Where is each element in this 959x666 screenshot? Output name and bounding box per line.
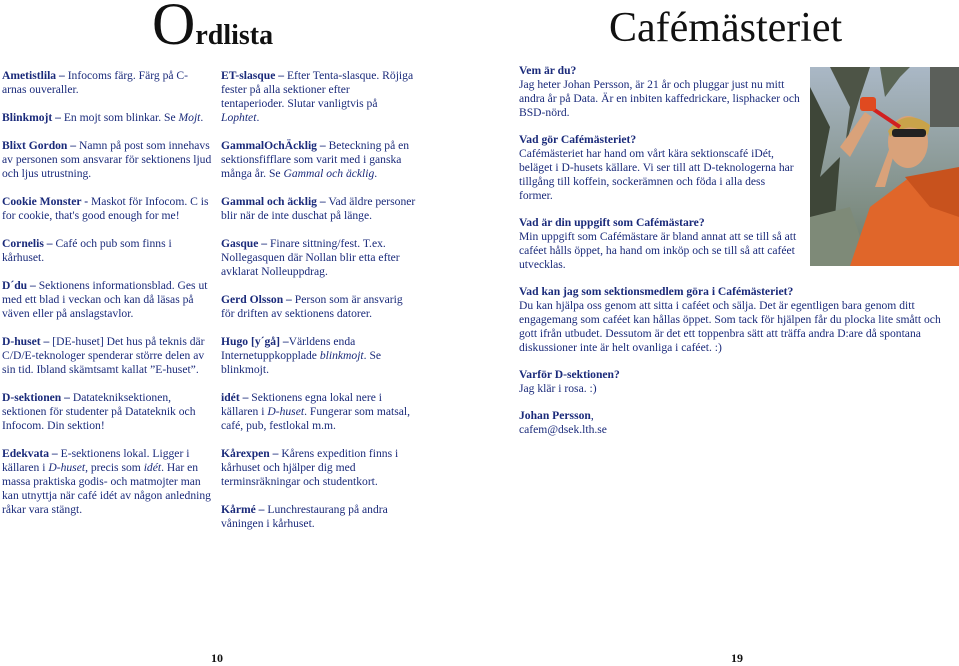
- glossary-entry: [221, 391, 416, 433]
- entry-text: . Se blinkmojt.: [221, 349, 382, 376]
- entry-term: Kårmé –: [221, 503, 265, 516]
- entry-term: D-huset –: [2, 335, 50, 348]
- glossary-entry: [221, 335, 416, 377]
- entry-term: Gammal och äcklig –: [221, 195, 326, 208]
- entry-text: Datatekniksektionen, sektionen för studenter på Datateknik och Infocom. Din sektion!: [2, 391, 196, 432]
- entry-term: Cookie Monster -: [2, 195, 89, 208]
- entry-term: Gerd Olsson –: [221, 293, 292, 306]
- glossary-entry: [221, 139, 416, 181]
- title-rest: rdlista: [195, 20, 274, 51]
- right-page: [480, 0, 959, 664]
- entry-text: Lunchrestaurang på andra våningen i kårhuset.: [221, 503, 388, 530]
- glossary-entry: [2, 195, 212, 223]
- glossary-entry: [221, 195, 416, 223]
- glossary-entry: [2, 69, 212, 97]
- entry-term: Kårexpen –: [221, 447, 279, 460]
- entry-text: En mojt som blinkar. Se: [60, 111, 179, 124]
- entry-text: Sektionens egna lokal nere i källaren i: [221, 391, 382, 418]
- glossary-column-2: [221, 69, 416, 545]
- entry-text: .: [200, 111, 204, 124]
- glossary-entry: [2, 139, 212, 181]
- question: Varför D-sektionen?: [519, 368, 620, 381]
- glossary-entry: [221, 237, 416, 279]
- entry-text: Kårens expedition finns i kårhuset och hjälper dig med terminsräkningar och studentkort.: [221, 447, 399, 488]
- glossary-entry: [2, 447, 212, 517]
- entry-text: .: [374, 167, 378, 180]
- entry-text: , precis som: [85, 461, 144, 474]
- signature-name-text: Johan Persson: [519, 409, 591, 422]
- entry-text: Sektionens informationsblad. Ges ut med ett blad i veckan och kan då läsas på väven eller på anslagstavlor.: [2, 279, 208, 320]
- glossary-entry: [221, 69, 416, 125]
- interview-column: [519, 64, 954, 437]
- entry-emphasis: D-huset: [48, 461, 86, 474]
- entry-term: idét –: [221, 391, 249, 404]
- qa-block: [519, 216, 801, 272]
- question: Vem är du?: [519, 64, 577, 77]
- entry-text: [DE-huset] Det hus på teknis där C/D/E-teknologer spenderar större delen av sin tid. Ibland skämtsamt kallat ”E-huset”.: [2, 335, 205, 376]
- qa-block: [519, 133, 801, 203]
- signature-email[interactable]: cafem@dsek.lth.se: [519, 423, 607, 436]
- entry-text: Beteckning på en sektionsfifflare som varit med i ganska många år. Se: [221, 139, 410, 180]
- entry-term: D-sektionen –: [2, 391, 70, 404]
- entry-text: Namn på post som innehavs av personen som ansvarar för sektionens ljud och ljus utrustning.: [2, 139, 212, 180]
- signature-name: Johan Persson,: [519, 409, 594, 422]
- entry-term: Cornelis –: [2, 237, 53, 250]
- answer: Min uppgift som Cafémästare är bland annat att se till så att caféet hålls öppet, ha hand om inköp och se till så att caféet utvecklas.: [519, 230, 797, 271]
- glossary-entry: [2, 391, 212, 433]
- entry-text: .: [256, 111, 260, 124]
- title-initial: O: [152, 0, 196, 57]
- entry-text: Världens enda Internetuppkopplade: [221, 335, 356, 362]
- entry-emphasis: blinkmojt: [319, 349, 364, 362]
- answer: Jag heter Johan Persson, är 21 år och pluggar just nu mitt andra år på Data. Är en inbiten kaffedrickare, lisphacker och BSD-nörd.: [519, 78, 800, 119]
- entry-text: E-sektionens lokal. Ligger i källaren i: [2, 447, 190, 474]
- entry-term: Ametistlila –: [2, 69, 65, 82]
- entry-emphasis: idét: [143, 461, 162, 474]
- entry-text: Infocoms färg. Färg på C-arnas ouveraller.: [2, 69, 189, 96]
- entry-text: . Har en massa praktiska godis- och matmojter man kan utnyttja när café idét av någon anledning råkar vara stängt.: [2, 461, 211, 516]
- entry-term: Blinkmojt –: [2, 111, 61, 124]
- entry-term: D´du –: [2, 279, 36, 292]
- entry-term: Blixt Gordon –: [2, 139, 77, 152]
- question: Vad gör Cafémästeriet?: [519, 133, 637, 146]
- glossary-entry: [221, 293, 416, 321]
- answer: Du kan hjälpa oss genom att sitta i caféet och sälja. Det är egentligen bara genom ditt engagemang som caféet kan hållas öppet. Som tack för hjälpen får du plocka lite smått och gott ifrån utbudet. Dessutom är det ett toppenbra sätt att träffa andra D:are då spontana diskussioner inte är helt ovanliga i caféet. :): [519, 299, 941, 354]
- entry-term: ET-slasque –: [221, 69, 285, 82]
- entry-term: Edekvata –: [2, 447, 58, 460]
- question: Vad är din uppgift som Cafémästare?: [519, 216, 705, 229]
- entry-text: Person som är ansvarig för driften av sektionens datorer.: [221, 293, 403, 320]
- entry-text: Café och pub som finns i kårhuset.: [2, 237, 172, 264]
- glossary-entry: [2, 237, 212, 265]
- page-title-cafemasteriet: Cafémästeriet: [609, 5, 843, 51]
- entry-text: Vad äldre personer blir när de inte duschat på länge.: [221, 195, 416, 222]
- answer: Cafémästeriet har hand om vårt kära sektionscafé iDét, beläget i D-husets källare. Vi ser till att D-teknologerna har tillgång till koffein, sockerämnen och föda i alla dess former.: [519, 147, 794, 202]
- page-title-ordlista: [152, 0, 274, 57]
- signature: [519, 409, 954, 437]
- entry-text: Efter Tenta-slasque. Röjiga fester på alla sektioner efter tentaperioder. Slutar vanligtvis på: [221, 69, 414, 110]
- entry-text: . Fungerar som matsal, café, pub, festlokal m.m.: [221, 405, 411, 432]
- entry-emphasis: Gammal och äcklig: [283, 167, 375, 180]
- glossary-entry: [2, 335, 212, 377]
- glossary-entry: [2, 111, 212, 125]
- qa-block: [519, 285, 954, 355]
- question: Vad kan jag som sektionsmedlem göra i Cafémästeriet?: [519, 285, 794, 298]
- glossary-entry: [221, 503, 416, 531]
- entry-text: Finare sittning/fest. T.ex. Nollegasquen där Nollan blir etta efter avklarat Nolleuppdrag.: [221, 237, 400, 278]
- left-page: [0, 0, 480, 664]
- qa-block: [519, 64, 801, 120]
- entry-emphasis: Lophtet: [221, 111, 257, 124]
- page-number-left: 10: [211, 651, 223, 665]
- glossary-entry: [221, 447, 416, 489]
- page-number-right: 19: [731, 651, 743, 665]
- entry-emphasis: Mojt: [178, 111, 201, 124]
- answer: Jag klär i rosa. :): [519, 382, 597, 395]
- glossary-entry: [2, 279, 212, 321]
- entry-term: GammalOchÄcklig –: [221, 139, 326, 152]
- glossary-column-1: [2, 69, 212, 531]
- entry-term: Hugo [y´gå] –: [221, 335, 289, 348]
- entry-emphasis: D-huset: [267, 405, 305, 418]
- entry-text: Maskot för Infocom. C is for cookie, that's good enough for me!: [2, 195, 209, 222]
- qa-block: [519, 368, 954, 396]
- entry-term: Gasque –: [221, 237, 268, 250]
